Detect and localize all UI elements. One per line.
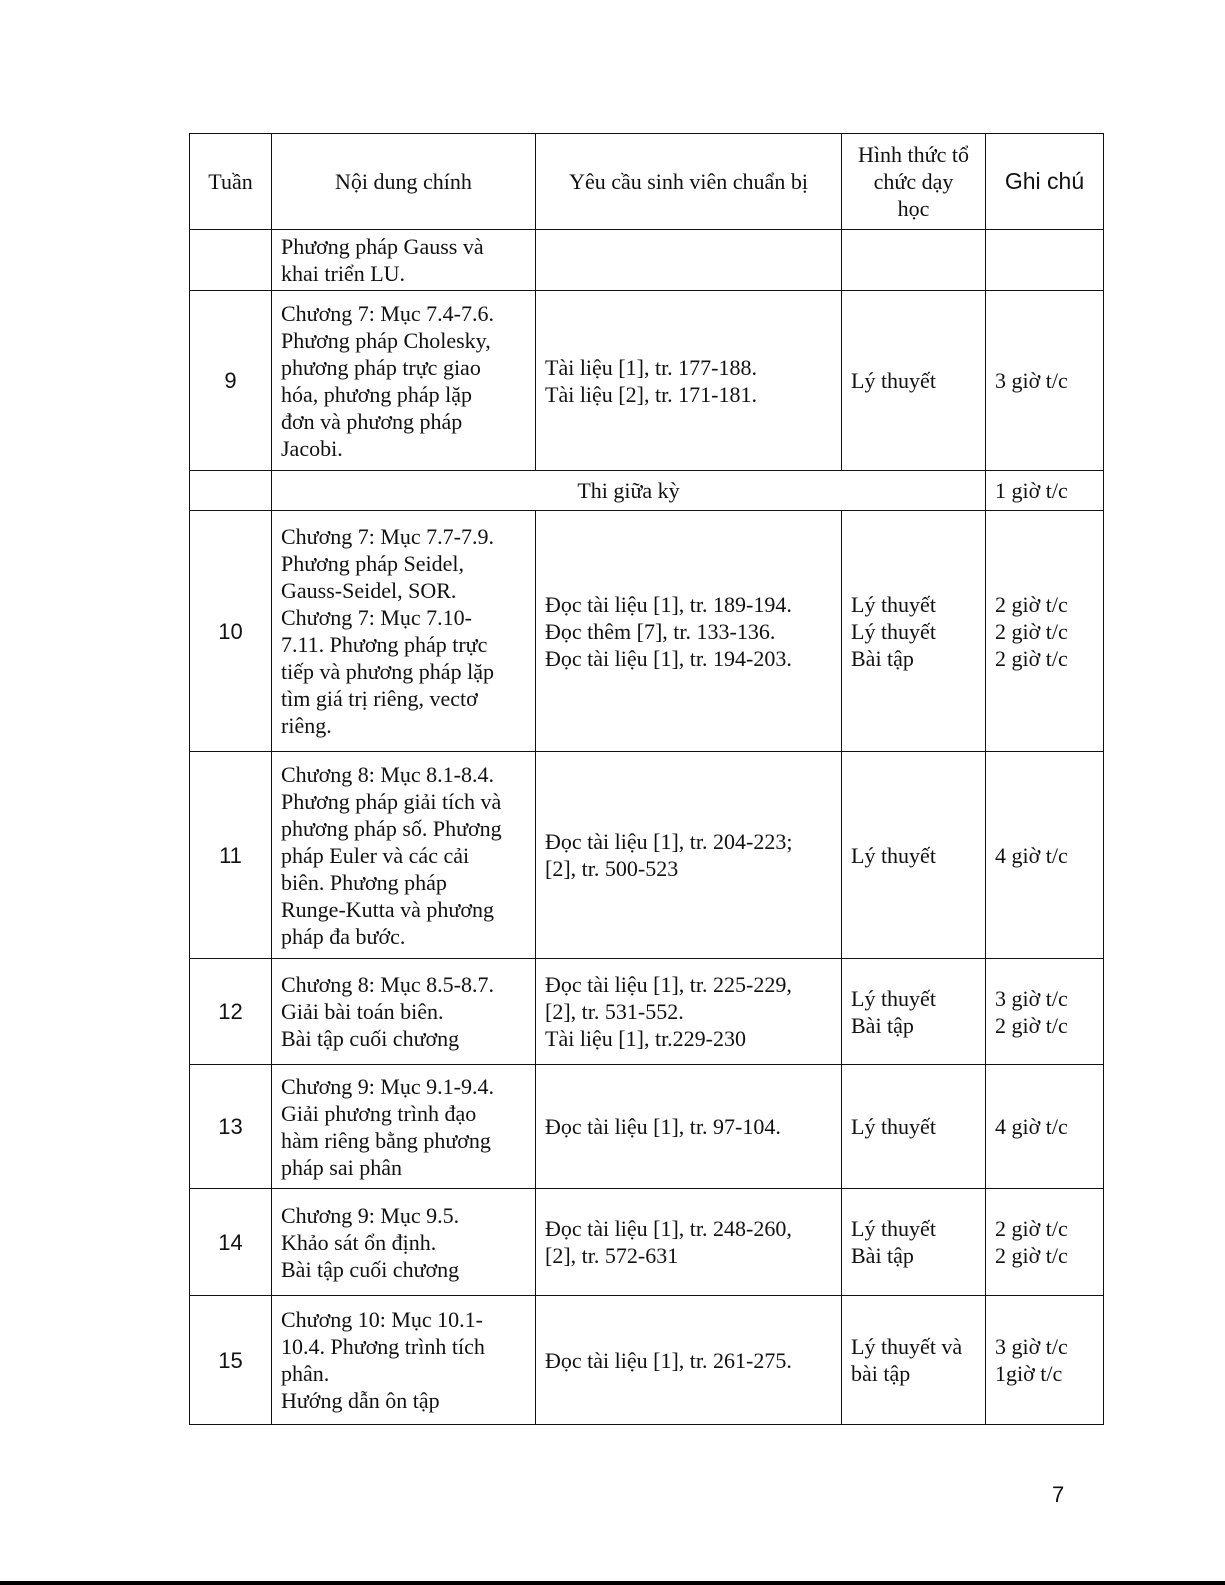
note-cell [986, 511, 1104, 752]
form-cell [842, 1296, 986, 1425]
table-row-midterm-exam [190, 471, 1104, 511]
content-line: Gauss-Seidel, SOR. [281, 578, 457, 603]
prep-line: Đọc tài liệu [1], tr. 225-229, [545, 972, 792, 997]
content-line: tiếp và phương pháp lặp [281, 659, 494, 684]
table-row-week-14 [190, 1189, 1104, 1296]
content-line: Khảo sát ổn định. [281, 1229, 437, 1255]
header-form-line: Hình thức tổ [858, 142, 969, 167]
content-line: Bài tập cuối chương [281, 1256, 460, 1282]
form-line: Lý thuyết [851, 985, 936, 1011]
form-line: Lý thuyết [851, 842, 936, 868]
prep-cell [536, 1065, 842, 1189]
note-line: 3 giờ t/c [995, 1334, 1068, 1359]
content-line: Phương pháp Cholesky, [281, 327, 491, 353]
content-line: hóa, phương pháp lặp [281, 381, 472, 407]
note-line: 1giờ t/c [995, 1361, 1063, 1386]
table-row-week-11 [190, 752, 1104, 959]
note-line: 4 giờ t/c [995, 1114, 1068, 1139]
header-prep: Yêu cầu sinh viên chuẩn bị [536, 134, 842, 230]
content-cell [272, 230, 536, 291]
note-line: 3 giờ t/c [995, 368, 1068, 393]
note-line: 2 giờ t/c [995, 591, 1068, 617]
note-cell [986, 1296, 1104, 1425]
midterm-exam-label: Thi giữa kỳ [272, 471, 986, 511]
content-line: tìm giá trị riêng, vectơ [281, 686, 478, 711]
form-cell [842, 752, 986, 959]
note-cell [986, 1065, 1104, 1189]
form-line: Lý thuyết [851, 1216, 936, 1241]
note-cell [986, 291, 1104, 471]
content-cell [272, 1065, 536, 1189]
prep-cell [536, 291, 842, 471]
content-line: Jacobi. [281, 435, 343, 461]
content-line: phân. [281, 1361, 330, 1386]
note-cell [986, 752, 1104, 959]
prep-line: [2], tr. 500-523 [545, 856, 679, 881]
form-line: Lý thuyết [851, 618, 936, 644]
content-line: 7.11. Phương pháp trực [281, 632, 488, 657]
header-form-line: học [897, 196, 930, 221]
week-cell: 9 [190, 291, 272, 471]
content-line: đơn và phương pháp [281, 408, 463, 434]
form-cell [842, 511, 986, 752]
content-cell [272, 1189, 536, 1296]
prep-line: Tài liệu [2], tr. 171-181. [545, 381, 758, 407]
prep-line: Đọc tài liệu [1], tr. 194-203. [545, 645, 792, 671]
week-cell: 10 [190, 511, 272, 752]
form-cell [842, 1189, 986, 1296]
content-line: Giải phương trình đạo [281, 1100, 477, 1126]
content-line: Phương pháp Gauss và [281, 234, 484, 259]
prep-cell [536, 752, 842, 959]
content-line: Chương 9: Mục 9.5. [281, 1202, 460, 1228]
prep-line: Đọc tài liệu [1], tr. 204-223; [545, 829, 793, 854]
form-cell [842, 291, 986, 471]
note-line: 2 giờ t/c [995, 645, 1068, 671]
content-line: Chương 8: Mục 8.1-8.4. [281, 761, 494, 787]
note-line: 3 giờ t/c [995, 985, 1068, 1011]
note-line: 2 giờ t/c [995, 1243, 1068, 1268]
header-form [842, 134, 986, 230]
note-line: 2 giờ t/c [995, 1012, 1068, 1038]
prep-cell [536, 230, 842, 291]
content-line: Chương 10: Mục 10.1- [281, 1307, 483, 1332]
week-cell: 12 [190, 959, 272, 1065]
week-cell [190, 471, 272, 511]
content-line: pháp Euler và các cải [281, 842, 470, 868]
content-line: hàm riêng bằng phương [281, 1127, 491, 1153]
table-row-week-9 [190, 291, 1104, 471]
content-line: Bài tập cuối chương [281, 1026, 460, 1051]
form-line: Lý thuyết [851, 368, 936, 393]
week-cell: 11 [190, 752, 272, 959]
form-line: Lý thuyết [851, 1114, 936, 1139]
content-line: Chương 7: Mục 7.10- [281, 605, 472, 630]
content-line: Chương 7: Mục 7.7-7.9. [281, 524, 494, 549]
note-cell [986, 959, 1104, 1065]
table-row-week-15 [190, 1296, 1104, 1425]
content-line: Giải bài toán biên. [281, 999, 444, 1024]
content-line: phương pháp trực giao [281, 354, 481, 380]
note-line: 2 giờ t/c [995, 1216, 1068, 1241]
prep-cell [536, 511, 842, 752]
content-cell [272, 752, 536, 959]
table-row-continuation [190, 230, 1104, 291]
content-line: Hướng dẫn ôn tập [281, 1388, 440, 1413]
content-cell [272, 511, 536, 752]
note-line: 4 giờ t/c [995, 842, 1068, 868]
content-line: Chương 8: Mục 8.5-8.7. [281, 972, 494, 997]
header-form-line: chức dạy [873, 169, 954, 194]
content-line: biên. Phương pháp [281, 869, 447, 895]
content-line: khai triển LU. [281, 261, 406, 286]
content-line: pháp đa bước. [281, 923, 406, 949]
prep-cell [536, 1296, 842, 1425]
prep-cell [536, 1189, 842, 1296]
header-week: Tuần [190, 134, 272, 230]
content-cell [272, 959, 536, 1065]
page-bottom-edge [0, 1581, 1225, 1585]
content-line: Phương pháp giải tích và [281, 788, 502, 814]
form-cell [842, 230, 986, 291]
prep-cell [536, 959, 842, 1065]
prep-line: Đọc tài liệu [1], tr. 248-260, [545, 1216, 792, 1241]
table-row-week-12 [190, 959, 1104, 1065]
prep-line: Đọc tài liệu [1], tr. 97-104. [545, 1114, 781, 1139]
content-line: Chương 7: Mục 7.4-7.6. [281, 300, 494, 326]
table-header-row [190, 134, 1104, 230]
content-line: pháp sai phân [281, 1154, 402, 1180]
week-cell: 14 [190, 1189, 272, 1296]
form-line: Bài tập [851, 1243, 914, 1268]
content-cell [272, 291, 536, 471]
form-cell [842, 1065, 986, 1189]
prep-line: [2], tr. 531-552. [545, 999, 684, 1024]
week-cell: 13 [190, 1065, 272, 1189]
content-line: 10.4. Phương trình tích [281, 1334, 485, 1359]
note-line: 2 giờ t/c [995, 618, 1068, 644]
table-row-week-10 [190, 511, 1104, 752]
week-cell [190, 230, 272, 291]
header-content: Nội dung chính [272, 134, 536, 230]
note-cell [986, 230, 1104, 291]
content-line: riêng. [281, 713, 332, 738]
content-line: phương pháp số. Phương [281, 815, 502, 841]
prep-line: Đọc tài liệu [1], tr. 261-275. [545, 1347, 792, 1373]
content-line: Chương 9: Mục 9.1-9.4. [281, 1073, 494, 1099]
prep-line: [2], tr. 572-631 [545, 1243, 679, 1268]
form-line: Lý thuyết và [851, 1334, 963, 1359]
table-row-week-13 [190, 1065, 1104, 1189]
note-cell [986, 1189, 1104, 1296]
content-line: Phương pháp Seidel, [281, 551, 465, 576]
prep-line: Tài liệu [1], tr. 177-188. [545, 354, 758, 380]
form-cell [842, 959, 986, 1065]
prep-line: Tài liệu [1], tr.229-230 [545, 1026, 747, 1051]
content-line: Runge-Kutta và phương [281, 896, 494, 922]
content-cell [272, 1296, 536, 1425]
week-cell: 15 [190, 1296, 272, 1425]
prep-line: Đọc tài liệu [1], tr. 189-194. [545, 591, 792, 617]
prep-line: Đọc thêm [7], tr. 133-136. [545, 618, 776, 644]
form-line: bài tập [851, 1361, 911, 1386]
header-note: Ghi chú [986, 134, 1104, 230]
form-line: Lý thuyết [851, 591, 936, 617]
form-line: Bài tập [851, 645, 914, 671]
page-number: 7 [1052, 1482, 1065, 1507]
form-line: Bài tập [851, 1012, 914, 1038]
note-cell: 1 giờ t/c [986, 471, 1104, 511]
teaching-schedule-table [189, 133, 1104, 1425]
